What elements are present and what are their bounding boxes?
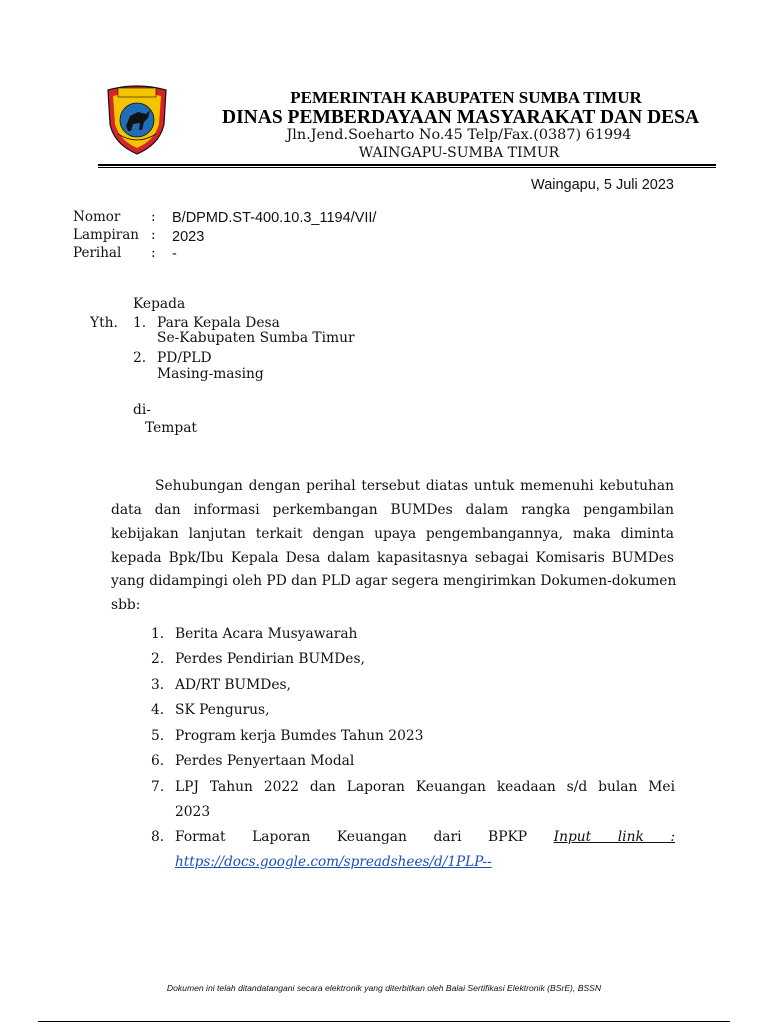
- list-item: Berita Acara Musyawarah: [175, 626, 358, 642]
- list-item: SK Pengurus,: [175, 702, 270, 718]
- signature-footer-note: Dokumen ini telah ditandatangani secara elektronik yang diterbitkan oleh Balai Sertifikasi Elektronik (BSrE), BSSN: [166, 983, 602, 993]
- spreadsheet-link[interactable]: https://docs.google.com/spreadshees/d/1PLP--: [175, 854, 492, 870]
- list-item-text: Format Laporan Keuangan dari BPKP: [175, 829, 528, 845]
- list-item: Perdes Penyertaan Modal: [175, 753, 355, 769]
- lampiran-colon: :: [151, 227, 156, 243]
- body-line: yang didampingi oleh PD dan PLD agar segera mengirimkan Dokumen-dokumen: [111, 573, 677, 589]
- tempat-label: Tempat: [145, 420, 197, 436]
- kepada-label: Kepada: [133, 296, 186, 312]
- perihal-value: -: [172, 246, 177, 262]
- list-item: [175, 829, 675, 845]
- letterhead-divider-thin: [98, 167, 716, 168]
- recipient-line: Masing-masing: [157, 366, 264, 382]
- recipient-line: Para Kepala Desa: [157, 315, 280, 331]
- perihal-colon: :: [151, 245, 156, 261]
- lampiran-label: Lampiran: [73, 227, 139, 243]
- footer-divider: [38, 1021, 730, 1022]
- list-number: 4.: [151, 702, 165, 718]
- nomor-value: B/DPMD.ST-400.10.3_1194/VII/: [172, 210, 377, 226]
- di-label: di-: [133, 402, 151, 418]
- letterhead-address: Jln.Jend.Soeharto No.45 Telp/Fax.(0387) 61994: [286, 127, 632, 143]
- body-line: kepada Bpk/Ibu Kepala Desa dalam kapasitasnya sebagai Komisaris BUMDes: [111, 550, 674, 566]
- list-number: 8.: [151, 829, 165, 845]
- recipient-line: Se-Kabupaten Sumba Timur: [157, 330, 355, 346]
- letterhead-government: PEMERINTAH KABUPATEN SUMBA TIMUR: [290, 88, 642, 107]
- list-number: 2.: [151, 651, 165, 667]
- yth-label: Yth.: [90, 315, 118, 331]
- list-item-continuation: 2023: [175, 804, 211, 820]
- letterhead-divider: [98, 164, 716, 166]
- body-line: kebijakan lanjutan terkait dengan upaya pengembangannya, maka diminta: [111, 526, 674, 542]
- recipient-number: 1.: [133, 315, 147, 331]
- perihal-label: Perihal: [73, 245, 122, 261]
- list-number: 3.: [151, 677, 165, 693]
- list-number: 7.: [151, 779, 165, 795]
- nomor-label: Nomor: [73, 209, 121, 225]
- letterhead-city: WAINGAPU-SUMBA TIMUR: [358, 145, 560, 161]
- nomor-colon: :: [151, 209, 156, 225]
- list-number: 5.: [151, 728, 165, 744]
- list-item: LPJ Tahun 2022 dan Laporan Keuangan keadaan s/d bulan Mei: [175, 779, 675, 795]
- list-item: Program kerja Bumdes Tahun 2023: [175, 728, 424, 744]
- body-line: data dan informasi perkembangan BUMDes dalam rangka pengambilan: [111, 502, 674, 518]
- body-line: sbb:: [111, 597, 141, 613]
- letterhead-agency: DINAS PEMBERDAYAAN MASYARAKAT DAN DESA: [222, 107, 700, 128]
- recipient-line: PD/PLD: [157, 350, 212, 366]
- list-number: 6.: [151, 753, 165, 769]
- body-line: Sehubungan dengan perihal tersebut diatas untuk memenuhi kebutuhan: [155, 478, 674, 494]
- sumba-timur-crest-icon: [104, 84, 170, 156]
- lampiran-value: 2023: [172, 229, 205, 245]
- list-item: Perdes Pendirian BUMDes,: [175, 651, 365, 667]
- list-number: 1.: [151, 626, 165, 642]
- recipient-number: 2.: [133, 350, 147, 366]
- list-item: AD/RT BUMDes,: [175, 677, 291, 693]
- letter-date: Waingapu, 5 Juli 2023: [531, 177, 674, 193]
- input-link-label[interactable]: Input link :: [553, 829, 676, 845]
